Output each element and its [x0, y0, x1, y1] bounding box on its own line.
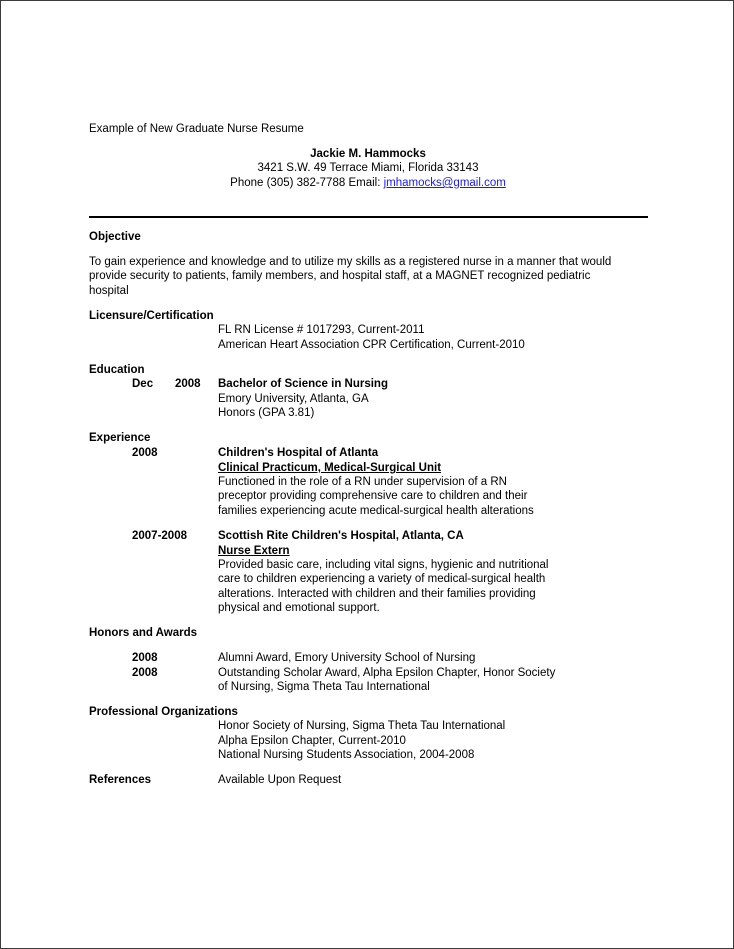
- honor-item: Outstanding Scholar Award, Alpha Epsilon Chapter, Honor Society: [218, 667, 556, 679]
- phone-text: Phone (305) 382-7788 Email:: [230, 177, 384, 189]
- honor-year: 2008: [132, 667, 158, 679]
- licensure-heading: Licensure/Certification: [89, 310, 214, 322]
- organization-item: Alpha Epsilon Chapter, Current-2010: [218, 735, 406, 747]
- objective-line: hospital: [89, 285, 129, 297]
- honor-item: Alumni Award, Emory University School of Nursing: [218, 652, 476, 664]
- license-item: FL RN License # 1017293, Current-2011: [218, 324, 425, 336]
- applicant-address: 3421 S.W. 49 Terrace Miami, Florida 33143: [257, 162, 479, 174]
- job-description-line: care to children experiencing a variety of medical-surgical health: [218, 573, 546, 585]
- education-year: 2008: [175, 378, 201, 390]
- references-heading: References: [89, 774, 152, 786]
- job-description-line: preceptor providing comprehensive care to children and their: [218, 490, 528, 502]
- education-honors: Honors (GPA 3.81): [218, 407, 315, 419]
- email-link[interactable]: jmhamocks@gmail.com: [383, 177, 506, 189]
- job-description-line: alterations. Interacted with children and their families providing: [218, 588, 536, 600]
- job-description-line: physical and emotional support.: [218, 602, 380, 614]
- job-employer: Scottish Rite Children's Hospital, Atlanta, CA: [218, 530, 464, 542]
- license-item: American Heart Association CPR Certification, Current-2010: [218, 339, 525, 351]
- job-employer: Children's Hospital of Atlanta: [218, 447, 379, 459]
- header-divider: [89, 216, 648, 218]
- job-role: Nurse Extern: [218, 545, 290, 557]
- objective-heading: Objective: [89, 231, 141, 243]
- references-text: Available Upon Request: [218, 774, 342, 786]
- honor-item: of Nursing, Sigma Theta Tau International: [218, 681, 430, 693]
- job-description-line: Provided basic care, including vital signs, hygienic and nutritional: [218, 559, 549, 571]
- job-year: 2007-2008: [132, 530, 187, 542]
- organization-item: National Nursing Students Association, 2004-2008: [218, 749, 475, 761]
- applicant-name: Jackie M. Hammocks: [310, 148, 426, 160]
- organizations-heading: Professional Organizations: [89, 706, 238, 718]
- job-year: 2008: [132, 447, 158, 459]
- job-description-line: Functioned in the role of a RN under supervision of a RN: [218, 476, 507, 488]
- education-school: Emory University, Atlanta, GA: [218, 393, 369, 405]
- objective-line: To gain experience and knowledge and to utilize my skills as a registered nurse in a manner that would: [89, 256, 612, 268]
- education-degree: Bachelor of Science in Nursing: [218, 378, 388, 390]
- job-role: Clinical Practicum, Medical-Surgical Unit: [218, 462, 442, 474]
- job-description-line: families experiencing acute medical-surgical health alterations: [218, 505, 534, 517]
- honor-year: 2008: [132, 652, 158, 664]
- experience-heading: Experience: [89, 432, 151, 444]
- education-month: Dec: [132, 378, 154, 390]
- education-heading: Education: [89, 364, 145, 376]
- organization-item: Honor Society of Nursing, Sigma Theta Tau International: [218, 720, 506, 732]
- honors-heading: Honors and Awards: [89, 627, 197, 639]
- document-title: Example of New Graduate Nurse Resume: [89, 123, 304, 135]
- contact-line: [1, 176, 734, 191]
- objective-line: provide security to patients, family members, and hospital staff, at a MAGNET recognized pediatric: [89, 270, 591, 282]
